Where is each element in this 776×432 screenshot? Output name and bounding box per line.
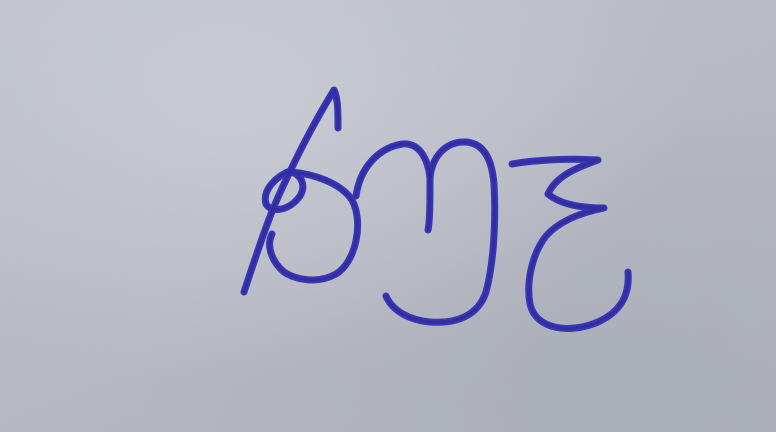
- ink-core-stroke: [386, 142, 495, 322]
- ink-core-stroke: [356, 144, 430, 230]
- ink-core-stroke: [244, 90, 338, 292]
- handwriting-strokes: [244, 90, 628, 328]
- ink-core-stroke: [512, 159, 628, 328]
- glyph-1-stroke: [244, 90, 338, 292]
- glyph-2-arch: [356, 144, 430, 230]
- glyph-2-stem: [386, 142, 495, 322]
